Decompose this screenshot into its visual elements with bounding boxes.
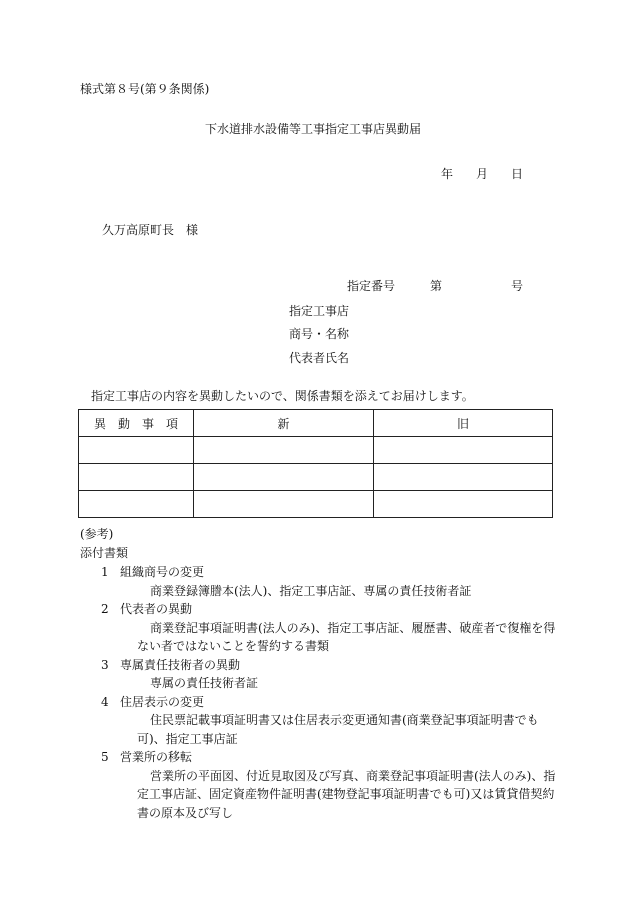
item-line: 商業登記事項証明書(法人のみ)、指定工事店証、履歴書、破産者で復権を得 [150,621,556,635]
item-title: 組織商号の変更 [120,565,205,579]
form-number: 様式第８号(第９条関係) [80,82,210,96]
item-line: 営業所の平面図、付近見取図及び写真、商業登記事項証明書(法人のみ)、指 [150,769,556,783]
item-line: 書の原本及び写し [137,806,234,820]
item-number: 1 [101,565,109,579]
attachments-heading: 添付書類 [80,546,129,560]
item-line: 商業登録簿謄本(法人)、指定工事店証、専属の責任技術者証 [150,584,472,598]
item-line: 可)、指定工事店証 [137,732,238,746]
table-header-row [79,410,553,437]
company-name-label: 商号・名称 [289,327,350,341]
header-old: 旧 [374,410,553,437]
document-title: 下水道排水設備等工事指定工事店異動届 [205,122,422,136]
shop-label: 指定工事店 [289,304,350,318]
table-cell[interactable] [374,437,553,464]
item-line: ない者ではないことを誓約する書類 [137,639,330,653]
header-new: 新 [194,410,374,437]
addressee: 久万高原町長 様 [102,223,199,237]
date-day: 日 [511,167,524,181]
item-title: 住居表示の変更 [120,695,205,709]
item-line: 住民票記載事項証明書又は住居表示変更通知書(商業登記事項証明書でも [150,713,539,727]
item-title: 営業所の移転 [120,750,193,764]
table-row [79,491,553,518]
item-line: 専属の責任技術者証 [150,676,259,690]
item-title: 専属責任技術者の異動 [120,658,241,672]
table-cell[interactable] [79,437,194,464]
representative-label: 代表者氏名 [289,351,350,365]
header-item: 異 動 事 項 [79,410,194,437]
item-number: 4 [101,695,109,709]
table-cell[interactable] [79,464,194,491]
table-cell[interactable] [194,437,374,464]
table-cell[interactable] [194,464,374,491]
changes-table [78,409,553,518]
date-month: 月 [476,167,489,181]
table-cell[interactable] [194,491,374,518]
item-title: 代表者の異動 [120,602,193,616]
table-cell[interactable] [79,491,194,518]
designation-go: 号 [511,279,524,293]
table-cell[interactable] [374,464,553,491]
item-number: 2 [101,602,109,616]
designation-dai: 第 [430,279,443,293]
table-row [79,464,553,491]
designation-label: 指定番号 [347,279,396,293]
date-year: 年 [441,167,454,181]
item-line: 定工事店証、固定資産物件証明書(建物登記事項証明書でも可)又は賃貸借契約 [137,787,555,801]
table-row [79,437,553,464]
table-cell[interactable] [374,491,553,518]
item-number: 5 [101,750,109,764]
reference-heading: (参考) [80,527,114,541]
item-number: 3 [101,658,109,672]
statement: 指定工事店の内容を異動したいので、関係書類を添えてお届けします。 [91,389,474,403]
